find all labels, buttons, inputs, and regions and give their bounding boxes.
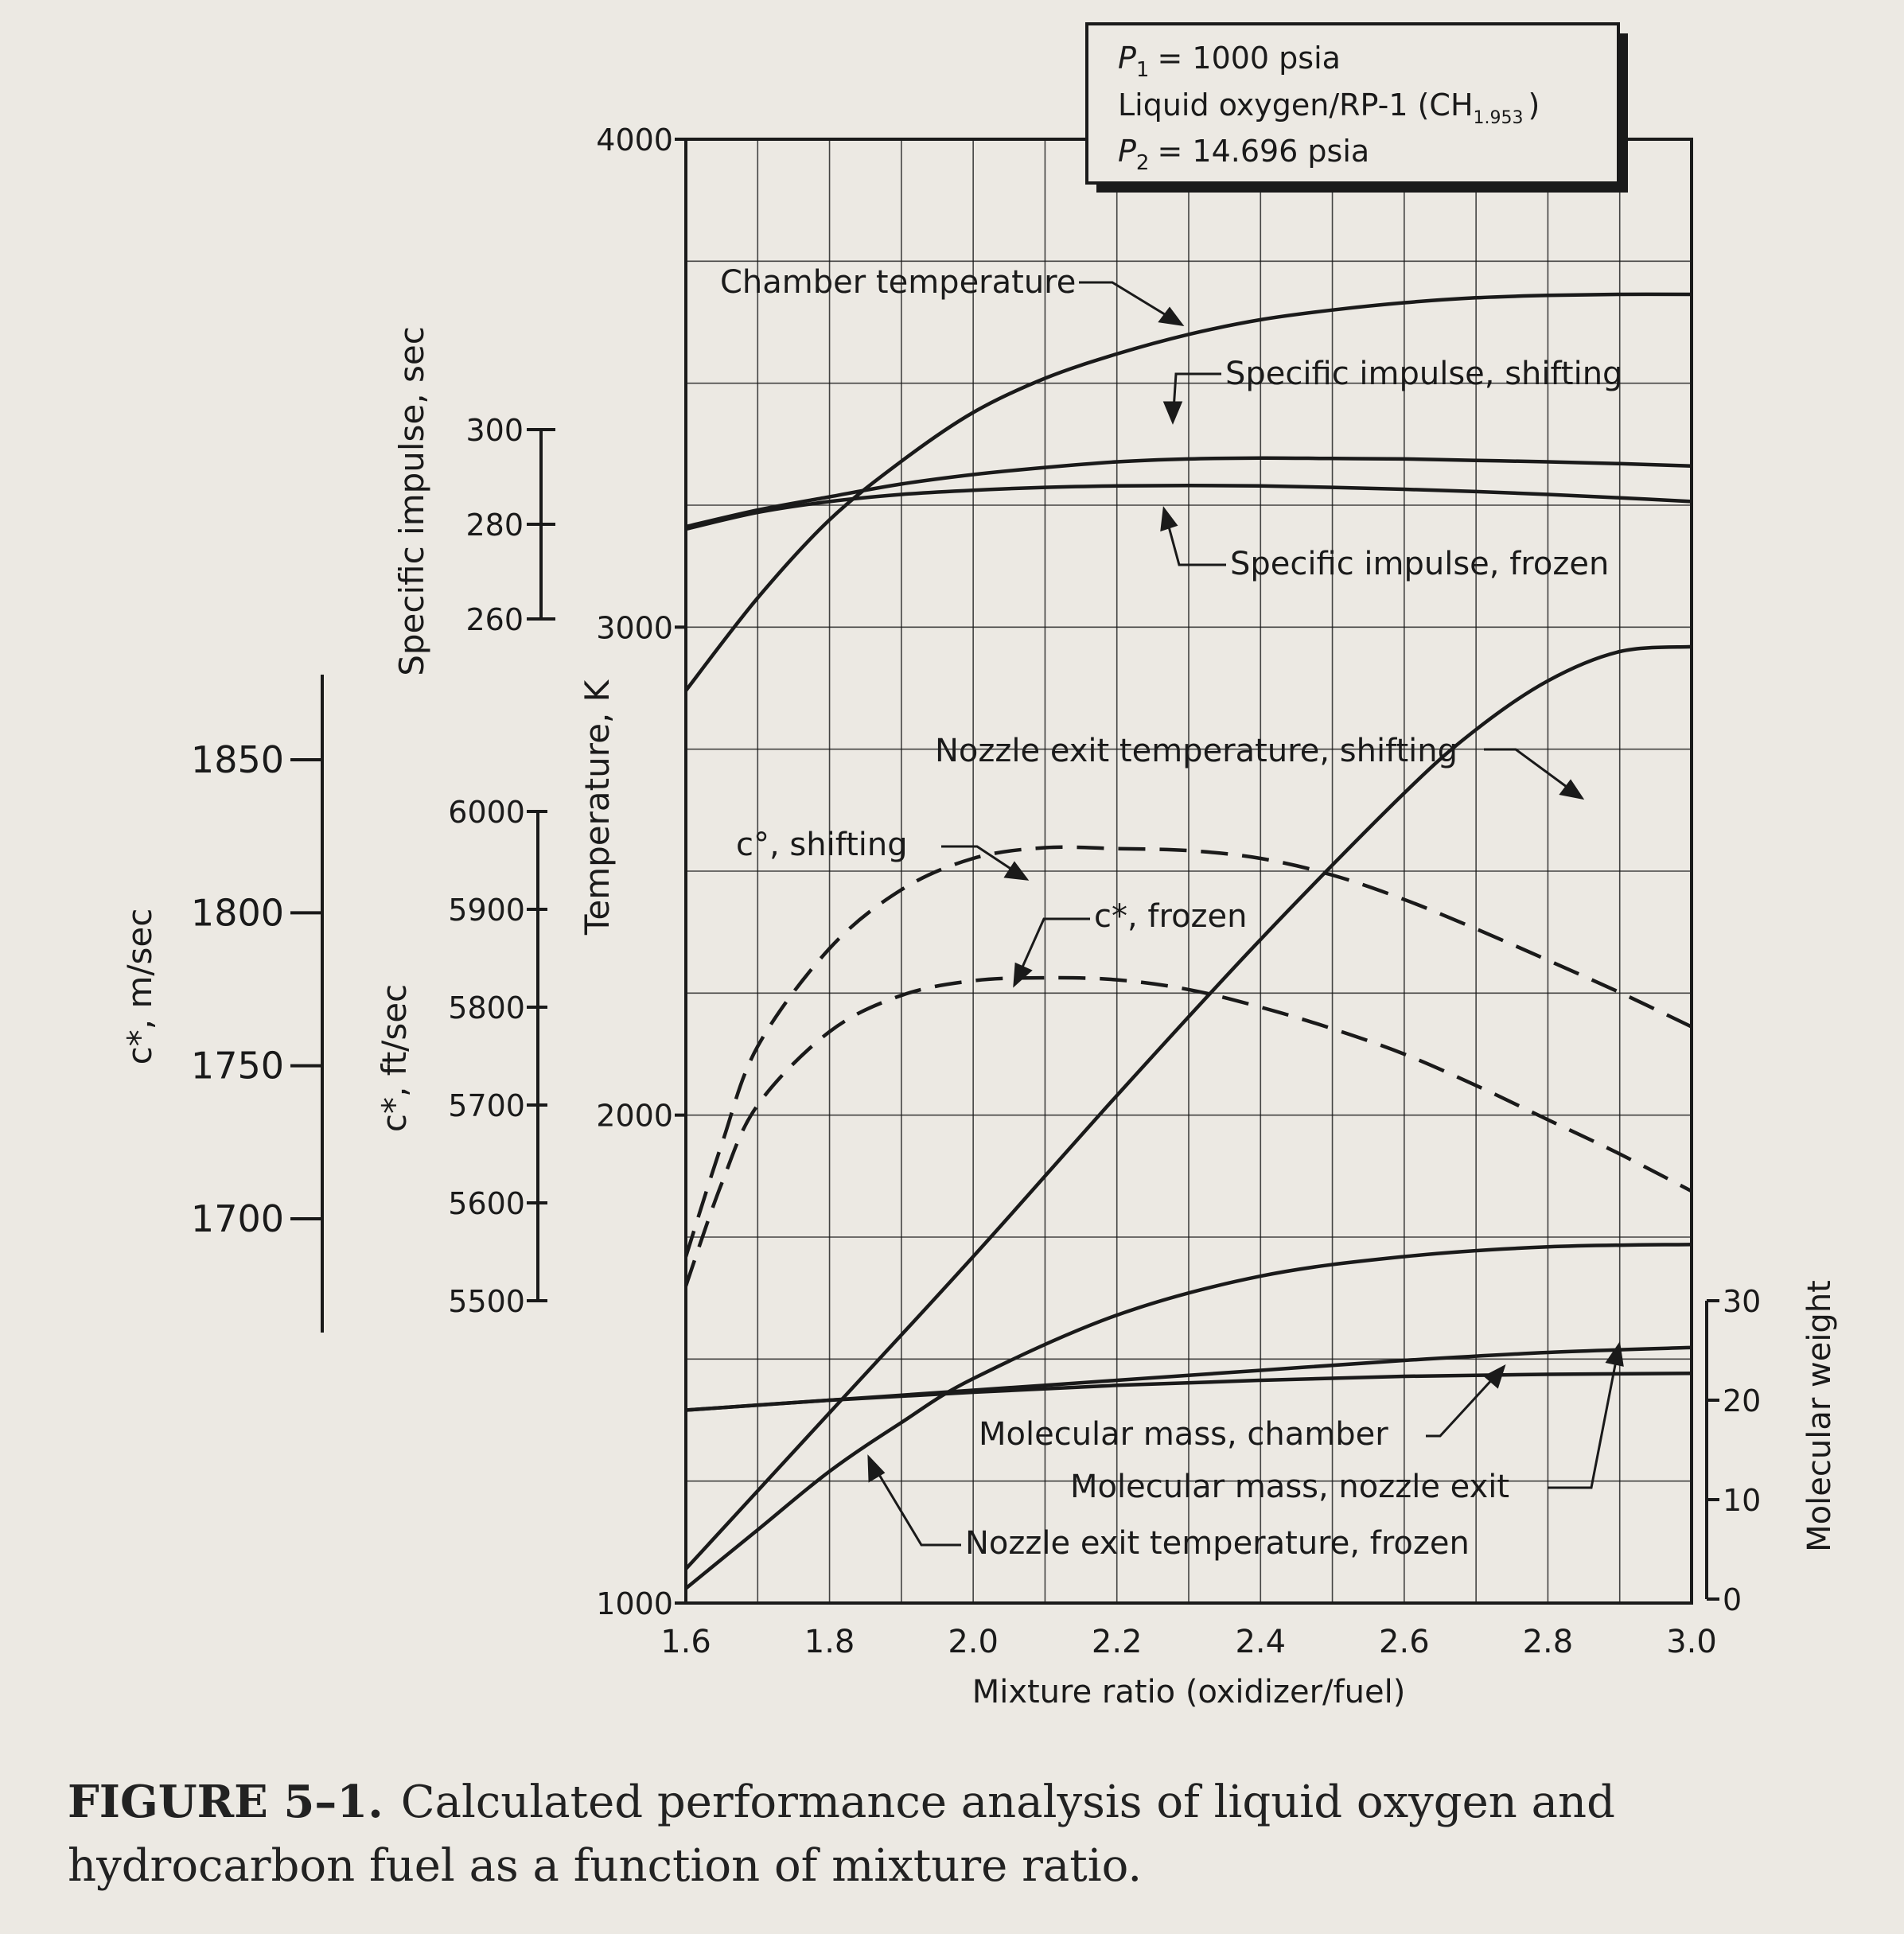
leader-isp-frozen — [1164, 509, 1226, 565]
temperature-tick-label: 4000 — [596, 123, 673, 158]
annotation-chamber-temperature: Chamber temperature — [720, 264, 1077, 301]
cstar-ms-axis — [191, 675, 322, 1333]
cstar-ms-tick-label: 1800 — [190, 891, 284, 935]
molecular-weight-axis — [1707, 1284, 1761, 1617]
temperature-axis-title: Temperature, K — [578, 679, 617, 936]
x-tick-label: 2.2 — [1091, 1624, 1143, 1660]
x-tick-label: 3.0 — [1666, 1624, 1717, 1660]
cstar-ms-tick-label: 1850 — [190, 738, 284, 781]
annotation-molecular-mass-nozzle-exit: Molecular mass, nozzle exit — [1070, 1469, 1510, 1505]
cstar-fps-tick-label: 6000 — [448, 795, 525, 830]
conditions-box — [1087, 24, 1628, 193]
molecular-weight-tick-label: 20 — [1723, 1383, 1762, 1418]
figure-caption-text: Calculated performance analysis of liquid oxygen and hydrocarbon fuel as a function of mixture ratio. — [68, 1776, 1615, 1892]
figure-caption — [68, 1770, 1866, 1898]
x-tick-label: 1.6 — [660, 1624, 711, 1660]
annotation-nozzle-exit-temp-shifting: Nozzle exit temperature, shifting — [935, 733, 1458, 769]
arrowhead-cstar-frozen — [1014, 964, 1030, 985]
molecular-weight-axis-title: Molecular weight — [1801, 1280, 1838, 1552]
specific-impulse-axis-title: Specific impulse, sec — [392, 326, 431, 676]
temperature-tick-label: 1000 — [596, 1586, 673, 1621]
specific-impulse-axis — [465, 413, 555, 637]
cstar-fps-tick-label: 5700 — [448, 1088, 525, 1123]
propellant-line: Liquid oxygen/RP-1 ($CH_{1.953}$ ) — [1118, 88, 1540, 128]
x-tick-label: 1.8 — [804, 1624, 855, 1660]
cstar-fps-tick-label: 5800 — [448, 990, 525, 1025]
specific-impulse-tick-label: 260 — [465, 602, 524, 637]
x-axis — [660, 1624, 1717, 1660]
arrowhead-isp-frozen — [1162, 509, 1176, 530]
cstar-ms-tick-label: 1750 — [190, 1044, 284, 1088]
x-tick-label: 2.6 — [1379, 1624, 1430, 1660]
cstar-ms-tick-label: 1700 — [190, 1197, 284, 1240]
temperature-tick-label: 3000 — [596, 610, 673, 646]
temperature-tick-label: 2000 — [596, 1098, 673, 1134]
p2-line: $P_2 = 14.696$ psia — [1118, 134, 1370, 175]
x-tick-label: 2.0 — [948, 1624, 999, 1660]
p1-line: $P_1 = 1000$ psia — [1118, 41, 1341, 82]
annotation-molecular-mass-chamber: Molecular mass, chamber — [979, 1416, 1388, 1453]
x-tick-label: 2.8 — [1522, 1624, 1574, 1660]
x-tick-label: 2.4 — [1235, 1624, 1287, 1660]
cstar-fps-axis — [448, 795, 547, 1319]
annotation-cstar-frozen: c*, frozen — [1094, 898, 1248, 935]
molecular-weight-tick-label: 30 — [1723, 1284, 1762, 1319]
x-axis-title: Mixture ratio (oxidizer/fuel) — [971, 1674, 1406, 1710]
figure-caption-label: FIGURE 5–1. — [68, 1776, 384, 1828]
cstar-fps-tick-label: 5900 — [448, 893, 525, 928]
annotation-isp-shifting: Specific impulse, shifting — [1225, 356, 1623, 392]
arrowhead-molecular-mass-nozzle-exit — [1607, 1344, 1622, 1365]
specific-impulse-tick-label: 280 — [465, 508, 524, 543]
annotation-isp-frozen: Specific impulse, frozen — [1230, 546, 1610, 582]
cstar-fps-tick-label: 5500 — [448, 1284, 525, 1319]
cstar-ms-axis-title: c*, m/sec — [120, 908, 159, 1065]
annotation-nozzle-exit-temp-frozen: Nozzle exit temperature, frozen — [965, 1525, 1470, 1562]
molecular-weight-tick-label: 10 — [1723, 1483, 1762, 1518]
annotation-cstar-shifting: c°, shifting — [736, 827, 908, 863]
arrowhead-chamber-temperature — [1160, 309, 1182, 325]
molecular-weight-tick-label: 0 — [1723, 1582, 1742, 1617]
leader-isp-shifting — [1173, 374, 1221, 422]
leader-molecular-mass-nozzle-exit — [1548, 1344, 1619, 1488]
cstar-fps-axis-title: c*, ft/sec — [375, 983, 414, 1133]
arrowhead-isp-shifting — [1165, 403, 1181, 422]
cstar-fps-tick-label: 5600 — [448, 1186, 525, 1221]
specific-impulse-tick-label: 300 — [465, 413, 524, 448]
